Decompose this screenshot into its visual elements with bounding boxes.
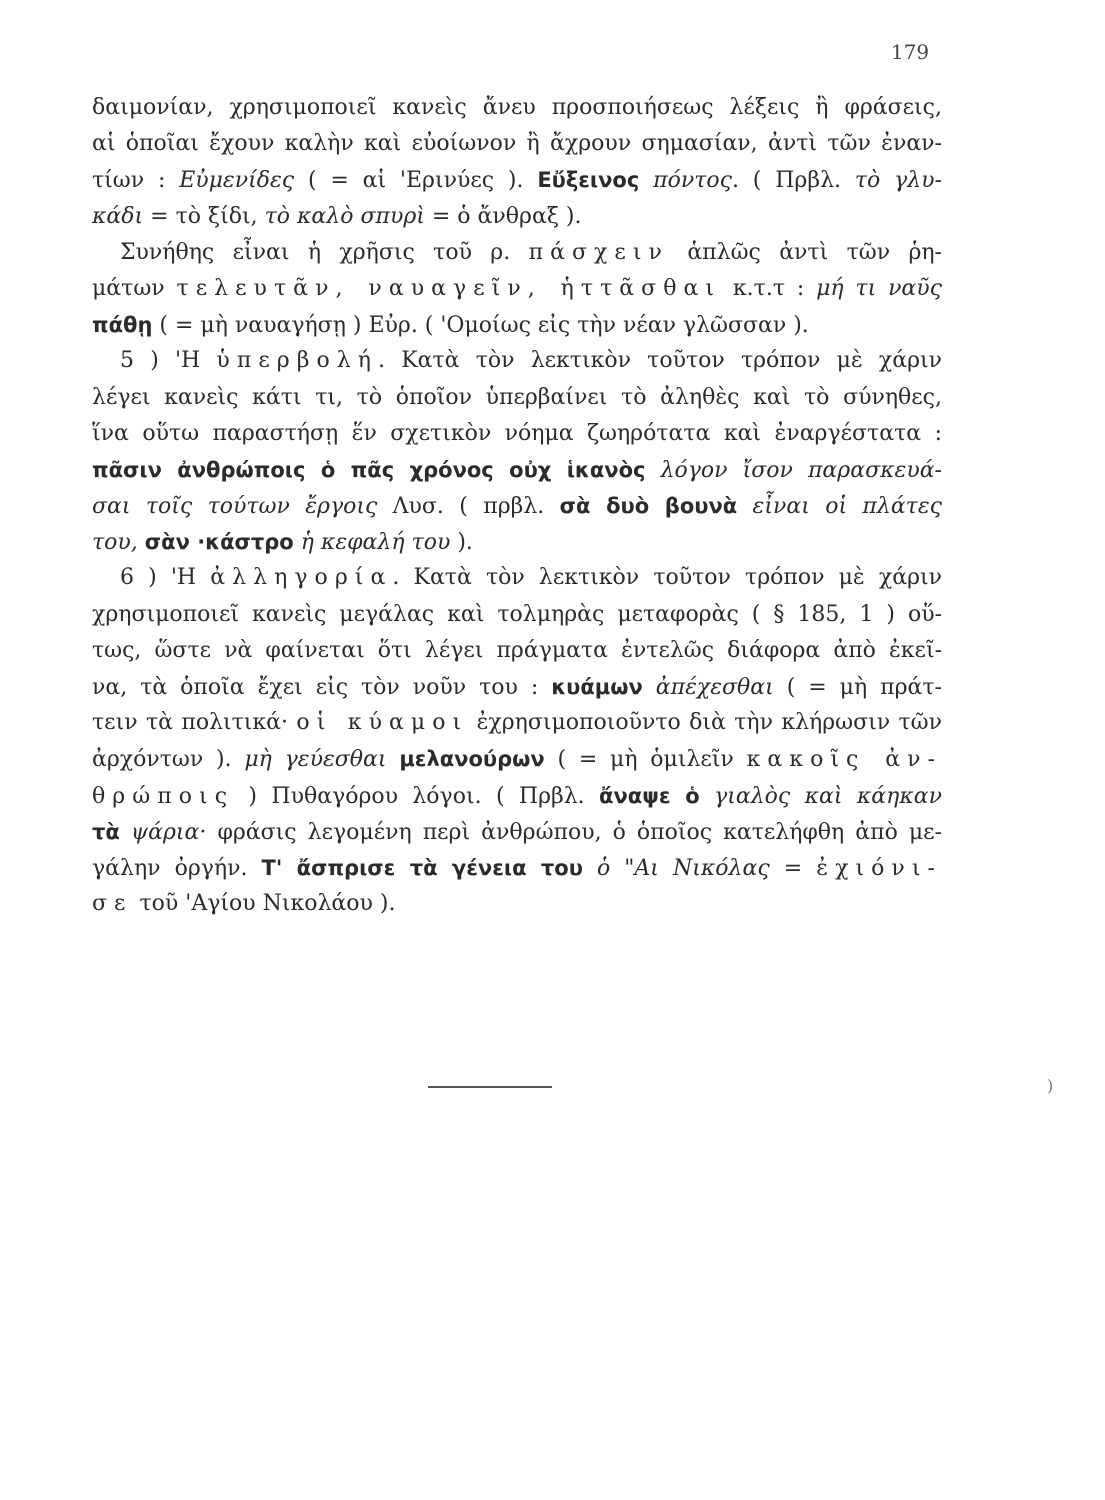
- text-run: ( = μὴ ὁμιλεῖν: [544, 747, 747, 773]
- text-run: ( = αἱ 'Ερινύες ).: [294, 168, 538, 194]
- text-run: . Κατὰ τὸν λεκτικὸν τοῦτον τρόπον μὲ χάριν: [378, 348, 942, 374]
- text-line: [92, 850, 942, 886]
- text-run: ἁπλῶς ἀντὶ τῶν ῥη-: [668, 239, 942, 265]
- text-line: [92, 162, 942, 198]
- text-run: [737, 494, 752, 519]
- text-run: τίων :: [92, 168, 180, 194]
- text-run: λέγει κανεὶς κάτι τι, τὸ ὁποῖον ὑπερβαίνει τὸ ἀληθὲς καὶ τὸ σύνηθες,: [92, 384, 942, 410]
- body-text: [92, 90, 942, 922]
- text-line: [92, 886, 942, 922]
- text-line: [92, 778, 942, 814]
- text-run: χρησιμοποιεῖ κανεὶς μεγάλας καὶ τολμηρὰς μεταφορὰς ( § 185, 1 ) οὕ-: [92, 601, 942, 627]
- text-line: [92, 814, 942, 850]
- text-line: [92, 560, 942, 596]
- bold-text: μελανούρων: [399, 747, 545, 772]
- italic-text: γιαλὸς καὶ κάηκαν: [714, 783, 942, 809]
- text-line: [92, 271, 942, 307]
- italic-text: τὸ γλυ-: [854, 168, 942, 194]
- text-run: [643, 675, 656, 700]
- text-run: =: [769, 855, 817, 881]
- text-line: [92, 380, 942, 416]
- text-line: [92, 452, 942, 488]
- text-run: ) Πυθαγόρου λόγοι. ( Πρβλ.: [234, 783, 600, 809]
- text-run: 6 ) 'Η: [120, 565, 211, 591]
- italic-text: ἀπέχεσθαι: [655, 675, 774, 700]
- text-line: [92, 126, 942, 162]
- text-run: τειν τὰ πολιτικά·: [92, 710, 297, 736]
- text-run: τοῦ 'Αγίου Νικολάου ).: [132, 891, 396, 917]
- text-run: γάλην ὀργήν.: [92, 855, 262, 881]
- text-run: [138, 530, 145, 555]
- italic-text: ἡ κεφαλή του: [300, 530, 451, 556]
- spaced-text: τελευτᾶν, ναυαγεῖν, ἡττᾶσθαι: [176, 275, 722, 301]
- bold-text: Τ' ἄσπρισε τὰ γένεια του: [261, 855, 583, 880]
- italic-text: ψάρια·: [130, 819, 207, 845]
- page-number: 179: [890, 40, 930, 64]
- bold-text: κυάμων: [551, 675, 643, 699]
- text-line: [92, 524, 942, 560]
- italic-text: τὸ καλὸ σπυρὶ: [264, 203, 425, 229]
- text-run: ἀρχόντων ).: [92, 747, 245, 773]
- bold-text: πᾶσιν ἀνθρώποις ὁ πᾶς χρόνος οὐχ ἱκανὸς: [92, 457, 646, 482]
- text-run: [645, 458, 660, 483]
- italic-text: μή τι ναῦς: [816, 275, 942, 301]
- text-run: = τὸ ξίδι,: [143, 203, 265, 229]
- text-run: ἐχρησιμοποιοῦντο διὰ τὴν κλήρωσιν τῶν: [468, 710, 942, 736]
- text-run: [120, 820, 131, 845]
- text-run: ( = μὴ ναυαγήσῃ ) Εὐρ. ( 'Ομοίως εἰς τὴν νέαν γλῶσσαν ).: [152, 313, 809, 339]
- spaced-text: σε: [92, 891, 133, 917]
- margin-mark: ): [1047, 1076, 1054, 1095]
- text-run: Λυσ. ( πρβλ.: [377, 494, 560, 520]
- end-rule: [428, 1086, 552, 1088]
- text-run: δαιμονίαν, χρησιμοποιεῖ κανεὶς ἄνευ προσποιήσεως λέξεις ἢ φράσεις,: [92, 95, 942, 120]
- text-run: τως, ὥστε νὰ φαίνεται ὅτι λέγει πράγματα ἐντελῶς διάφορα ἀπὸ ἐκεῖ-: [92, 637, 942, 663]
- text-run: ( = μὴ πράτ-: [773, 675, 942, 700]
- text-run: Συνήθης εἶναι ἡ χρῆσις τοῦ ρ.: [120, 239, 529, 265]
- text-line: [92, 633, 942, 669]
- bold-text: Εὔξεινος: [537, 168, 640, 193]
- text-run: ἵνα οὕτω παραστήσῃ ἕν σχετικὸν νόημα ζωηρότατα καὶ ἐναργέστατα :: [92, 420, 942, 446]
- spaced-text: ἀλληγορία: [210, 565, 393, 591]
- italic-text: του,: [92, 530, 138, 556]
- text-line: [92, 90, 942, 126]
- text-run: [387, 747, 400, 772]
- italic-text: λόγον ἴσον παρασκευά-: [660, 457, 942, 483]
- text-run: [639, 168, 653, 193]
- text-run: κ.τ.τ :: [721, 275, 817, 301]
- text-run: [700, 784, 714, 809]
- text-run: μάτων: [92, 275, 177, 301]
- bold-text: πάθῃ: [92, 313, 153, 338]
- italic-text: εἶναι οἱ πλάτες: [752, 494, 942, 520]
- text-line: [92, 199, 942, 235]
- text-line: [92, 597, 942, 633]
- spaced-text: οἱ κύαμοι: [296, 710, 469, 736]
- spaced-text: ὑπερβολή: [216, 348, 378, 374]
- spaced-text: ἐχιόνι-: [816, 855, 942, 881]
- italic-text: ὁ "Αι Νικόλας: [596, 855, 770, 881]
- text-run: [583, 856, 597, 881]
- text-line: [92, 235, 942, 271]
- spaced-text: κακοῖς ἀν-: [746, 747, 942, 773]
- text-run: φράσις λεγομένη περὶ ἀνθρώπου, ὁ ὁποῖος κατελήφθη ἀπὸ με-: [206, 819, 942, 845]
- bold-text: σὰν ·κάστρο: [144, 530, 294, 555]
- text-run: να, τὰ ὁποῖα ἔχει εἰς τὸν νοῦν του :: [92, 675, 552, 700]
- text-line: [92, 343, 942, 379]
- text-run: . Κατὰ τὸν λεκτικὸν τοῦτον τρόπον μὲ χάριν: [392, 565, 942, 591]
- text-run: . ( Πρβλ.: [731, 168, 855, 194]
- italic-text: πόντος: [653, 168, 732, 194]
- text-run: αἱ ὁποῖαι ἔχουν καλὴν καὶ εὐοίωνον ἢ ἄχρουν σημασίαν, ἀντὶ τῶν ἐναν-: [92, 131, 942, 157]
- italic-text: σαι τοῖς τούτων ἔργοις: [92, 494, 378, 520]
- text-line: [92, 307, 942, 343]
- text-line: [92, 705, 942, 741]
- text-line: [92, 669, 942, 705]
- italic-text: Εὐμενίδες: [179, 168, 295, 194]
- italic-text: μὴ γεύεσθαι: [244, 747, 387, 773]
- italic-text: κάδι: [92, 203, 144, 229]
- text-run: 5 ) 'Η: [120, 348, 217, 374]
- spaced-text: θρώποις: [92, 783, 235, 809]
- text-line: [92, 488, 942, 524]
- text-line: [92, 741, 942, 777]
- text-run: [294, 530, 301, 555]
- bold-text: σὰ δυὸ βουνὰ: [559, 494, 738, 519]
- text-run: ).: [450, 530, 473, 556]
- text-run: = ὁ ἄνθραξ ).: [424, 203, 582, 229]
- bold-text: τὰ: [92, 819, 120, 844]
- text-line: [92, 416, 942, 452]
- bold-text: ἄναψε ὁ: [599, 783, 700, 808]
- spaced-text: πάσχειν: [528, 239, 669, 265]
